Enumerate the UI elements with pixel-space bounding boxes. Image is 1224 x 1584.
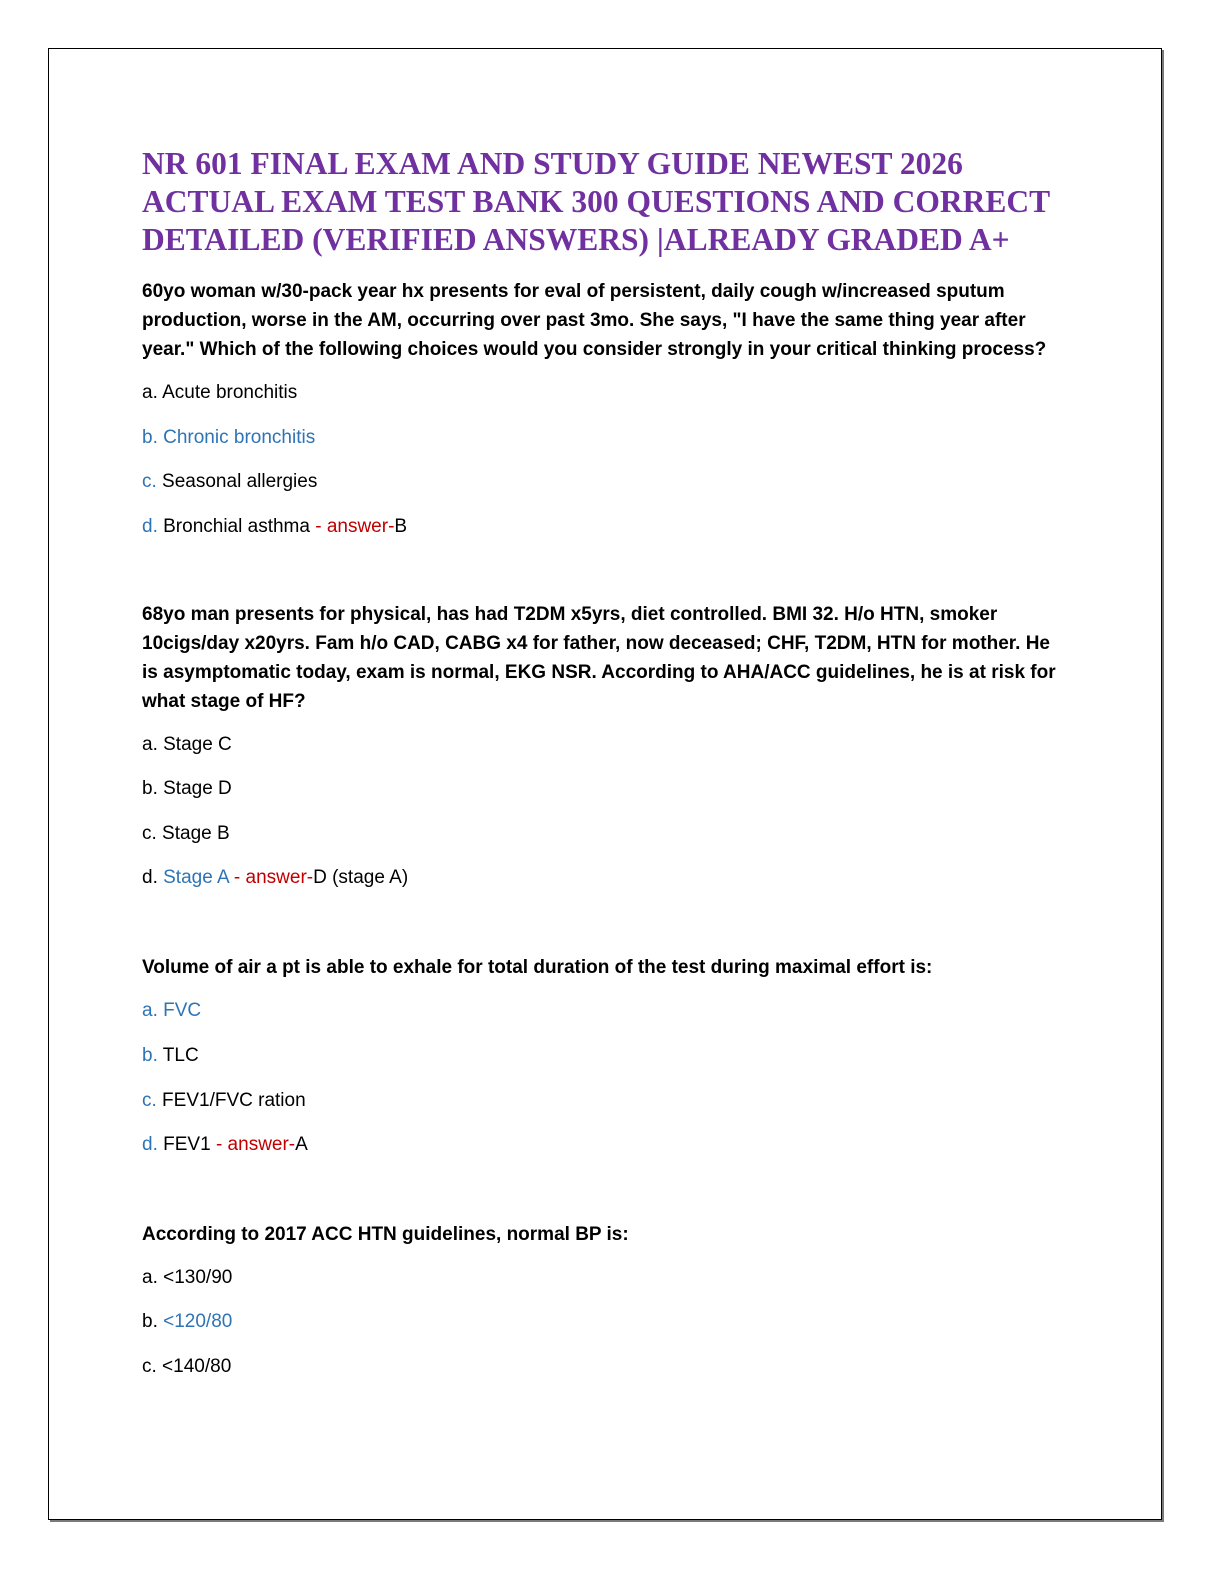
option-text: <120/80 — [163, 1311, 233, 1332]
question-line: 60yo woman w/30-pack year hx presents for eval of persistent, daily cough w/increased sputum — [142, 281, 1005, 302]
question-line: According to 2017 ACC HTN guidelines, normal BP is: — [142, 1224, 629, 1245]
q2-option-b: b. Stage D — [142, 778, 232, 799]
answer-value: D (stage A) — [313, 867, 409, 888]
q4-option-a: a. <130/90 — [142, 1267, 233, 1288]
option-letter: c. — [142, 471, 157, 492]
question-line: production, worse in the AM, occurring over past 3mo. She says, "I have the same thing year after — [142, 310, 1026, 331]
q2-option-d — [142, 866, 408, 890]
q2-option-a: a. Stage C — [142, 734, 232, 755]
option-letter: d. — [142, 867, 164, 888]
q4-option-c: c. <140/80 — [142, 1356, 232, 1377]
question-line: year." Which of the following choices would you consider strongly in your critical thinking process? — [142, 339, 1047, 360]
answer-tag: - answer- — [309, 516, 395, 537]
answer-tag: - answer- — [210, 1134, 296, 1155]
question-2-text — [142, 600, 1062, 716]
q1-option-c — [142, 470, 317, 494]
option-text: Seasonal allergies — [156, 471, 318, 492]
option-text: FEV1 — [157, 1134, 211, 1155]
option-letter: c. — [142, 1090, 157, 1111]
q3-option-d — [142, 1133, 308, 1157]
answer-value: B — [394, 516, 408, 537]
answer-tag: - answer- — [228, 867, 314, 888]
answer-value: A — [295, 1134, 308, 1155]
option-letter: d. — [142, 516, 158, 537]
q1-option-a: a. Acute bronchitis — [142, 382, 298, 403]
document-title — [142, 145, 1102, 259]
option-letter: d. — [142, 1134, 158, 1155]
title-line: NR 601 FINAL EXAM AND STUDY GUIDE NEWEST 2026 — [142, 146, 963, 181]
question-line: what stage of HF? — [142, 691, 306, 712]
title-line: DETAILED (VERIFIED ANSWERS) |ALREADY GRADED A+ — [142, 222, 1010, 257]
question-1-text — [142, 277, 1062, 364]
question-line: is asymptomatic today, exam is normal, EKG NSR. According to AHA/ACC guidelines, he is at risk for — [142, 662, 1056, 683]
q3-option-a: a. FVC — [142, 1000, 202, 1021]
question-line: 10cigs/day x20yrs. Fam h/o CAD, CABG x4 for father, now deceased; CHF, T2DM, HTN for mother. He — [142, 633, 1051, 654]
option-text: Bronchial asthma — [157, 516, 310, 537]
q1-option-d — [142, 515, 407, 539]
question-4-text — [142, 1220, 1062, 1249]
question-3-text — [142, 953, 1062, 982]
title-line: ACTUAL EXAM TEST BANK 300 QUESTIONS AND CORRECT — [142, 184, 1051, 219]
question-line: Volume of air a pt is able to exhale for total duration of the test during maximal effort is: — [142, 957, 933, 978]
option-letter: b. — [142, 1311, 164, 1332]
q3-option-b — [142, 1044, 199, 1068]
q3-option-c — [142, 1089, 306, 1113]
q1-option-b: b. Chronic bronchitis — [142, 427, 316, 448]
option-letter: b. — [142, 1045, 158, 1066]
question-line: 68yo man presents for physical, has had T2DM x5yrs, diet controlled. BMI 32. H/o HTN, smoker — [142, 604, 998, 625]
q2-option-c: c. Stage B — [142, 823, 230, 844]
option-text: TLC — [157, 1045, 199, 1066]
q4-option-b — [142, 1310, 232, 1334]
option-text: FEV1/FVC ration — [156, 1090, 306, 1111]
option-text: Stage A — [163, 867, 229, 888]
